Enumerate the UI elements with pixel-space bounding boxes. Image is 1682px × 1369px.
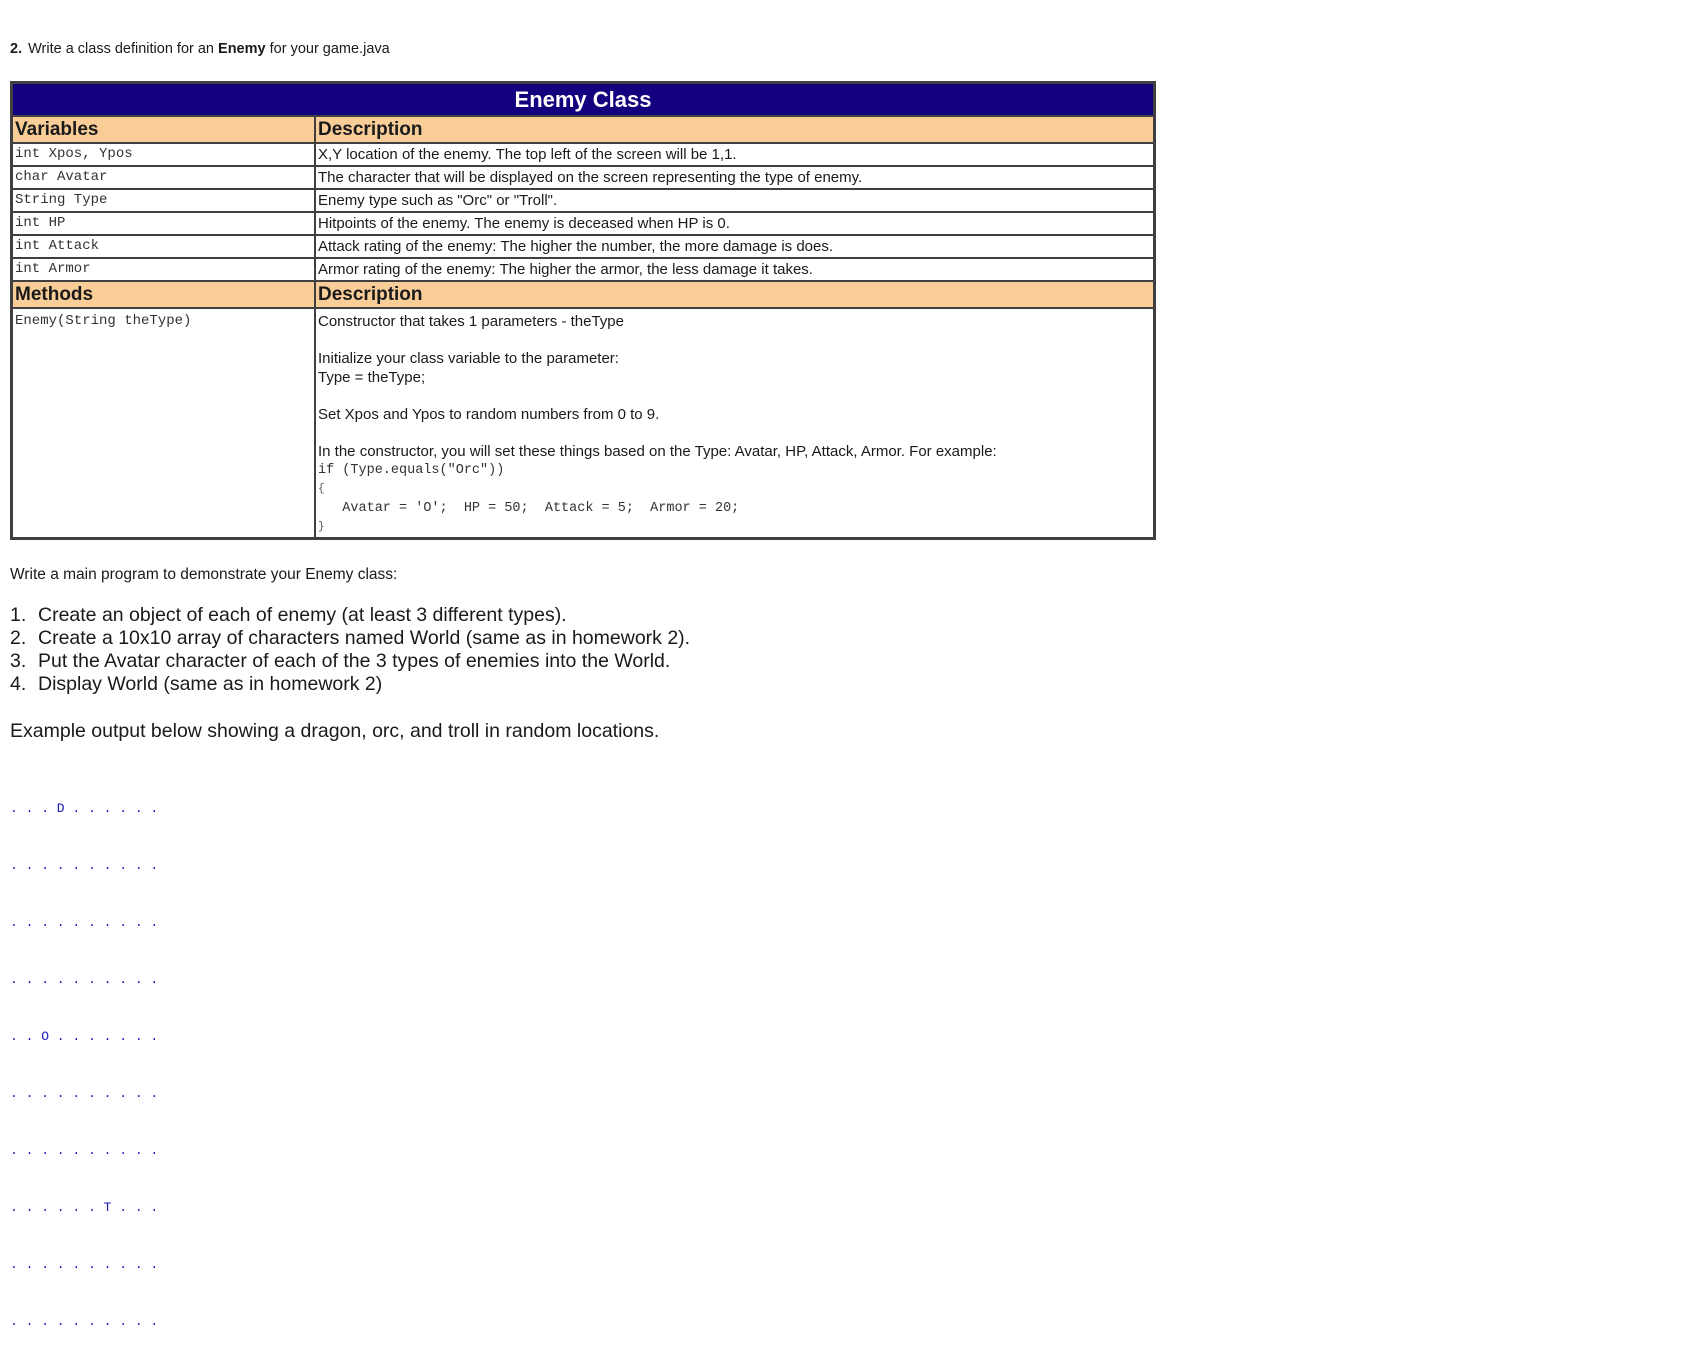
- list-item: 2. Create a 10x10 array of characters named World (same as in homework 2).: [10, 627, 691, 649]
- method-line: In the constructor, you will set these things based on the Type: Avatar, HP, Attack, Armor. For example:: [318, 443, 997, 460]
- table-title: Enemy Class: [12, 83, 1154, 116]
- table-row: [12, 166, 1154, 189]
- variable-name: int Xpos, Ypos: [12, 143, 315, 166]
- methods-description-header: Description: [315, 281, 1154, 308]
- question-heading: [10, 41, 390, 57]
- list-item: 1. Create an object of each of enemy (at least 3 different types).: [10, 604, 567, 626]
- method-signature: Enemy(String theType): [12, 308, 315, 538]
- world-row: . . . . . . . . . .: [10, 972, 159, 987]
- variable-name: int Attack: [12, 235, 315, 258]
- list-item: 3. Put the Avatar character of each of the 3 types of enemies into the World.: [10, 650, 671, 672]
- method-line: Set Xpos and Ypos to random numbers from 0 to 9.: [318, 406, 660, 423]
- table-row: [12, 258, 1154, 281]
- question-bold-word: Enemy: [218, 41, 266, 57]
- world-row: . . . . . . . . . .: [10, 1143, 159, 1158]
- variable-name: int Armor: [12, 258, 315, 281]
- main-program-intro: Write a main program to demonstrate your Enemy class:: [10, 566, 398, 583]
- variable-description: X,Y location of the enemy. The top left of the screen will be 1,1.: [315, 143, 1154, 166]
- variable-name: char Avatar: [12, 166, 315, 189]
- method-line: Initialize your class variable to the parameter:: [318, 350, 619, 367]
- variables-description-header: Description: [315, 116, 1154, 143]
- variable-name: int HP: [12, 212, 315, 235]
- table-row: [12, 143, 1154, 166]
- world-row: . . O . . . . . . .: [10, 1029, 159, 1044]
- table-row: [12, 212, 1154, 235]
- world-row: . . . . . . . . . .: [10, 1086, 159, 1101]
- steps-list: [10, 604, 690, 696]
- method-line: Type = theType;: [318, 369, 426, 386]
- variable-description: Attack rating of the enemy: The higher the number, the more damage is does.: [315, 235, 1154, 258]
- variable-description: Enemy type such as "Orc" or "Troll".: [315, 189, 1154, 212]
- method-description: [315, 308, 1154, 538]
- variable-name: String Type: [12, 189, 315, 212]
- code-close-brace: }: [318, 521, 325, 533]
- code-open-brace: {: [318, 483, 325, 495]
- world-row: . . . . . . T . . .: [10, 1200, 159, 1215]
- variable-description: Hitpoints of the enemy. The enemy is deceased when HP is 0.: [315, 212, 1154, 235]
- list-item: 4. Display World (same as in homework 2): [10, 673, 383, 695]
- variable-description: Armor rating of the enemy: The higher the armor, the less damage it takes.: [315, 258, 1154, 281]
- question-text-after: for your game.java: [265, 41, 390, 57]
- code-line: Avatar = 'O'; HP = 50; Attack = 5; Armor = 20;: [318, 501, 740, 516]
- example-world-output: [10, 761, 158, 1369]
- method-line: Constructor that takes 1 parameters - theType: [318, 313, 624, 330]
- question-number: 2.: [10, 41, 23, 57]
- table-row: [12, 189, 1154, 212]
- world-row: . . . . . . . . . .: [10, 1314, 159, 1329]
- world-row: . . . . . . . . . .: [10, 1257, 159, 1272]
- world-row: . . . D . . . . . .: [10, 801, 159, 816]
- variables-header: Variables: [12, 116, 315, 143]
- table-row: [12, 235, 1154, 258]
- question-text-before: Write a class definition for an: [28, 41, 219, 57]
- enemy-class-table: [10, 81, 1156, 540]
- world-row: . . . . . . . . . .: [10, 858, 159, 873]
- methods-header: Methods: [12, 281, 315, 308]
- variable-description: The character that will be displayed on the screen representing the type of enemy.: [315, 166, 1154, 189]
- code-line: if (Type.equals("Orc")): [318, 463, 505, 478]
- world-row: . . . . . . . . . .: [10, 915, 159, 930]
- table-row: [12, 308, 1154, 538]
- example-note: Example output below showing a dragon, orc, and troll in random locations.: [10, 720, 660, 742]
